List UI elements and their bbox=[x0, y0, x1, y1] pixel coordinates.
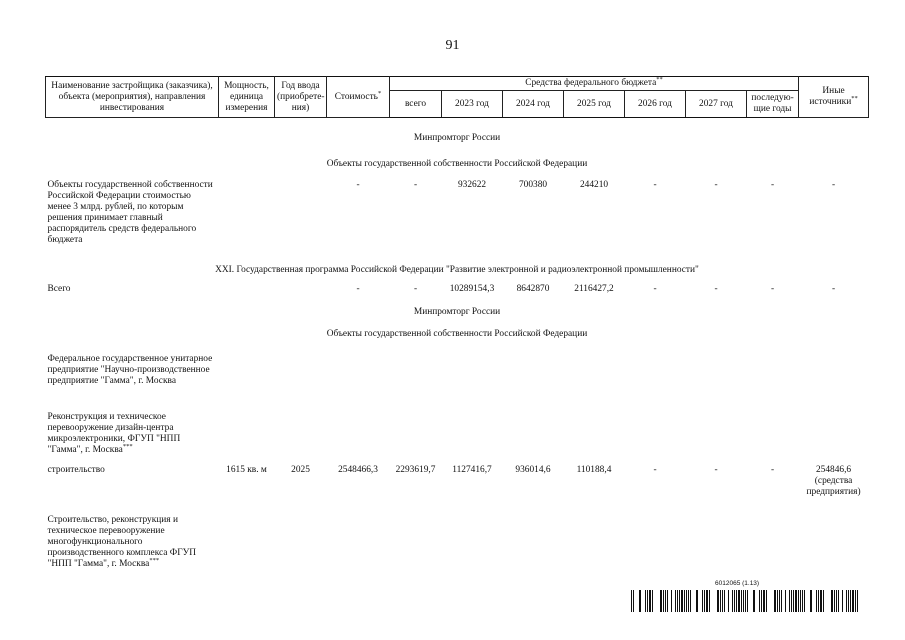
row-2024: 936014,6 bbox=[515, 464, 551, 475]
row-2027: - bbox=[714, 283, 718, 294]
row-capacity bbox=[219, 180, 275, 260]
section-row bbox=[46, 300, 869, 318]
row-2024: 8642870 bbox=[516, 283, 550, 294]
barcode bbox=[631, 580, 859, 612]
header-2027: 2027 год bbox=[686, 91, 747, 118]
page-number: 91 bbox=[445, 38, 460, 53]
header-federal-mark: ** bbox=[656, 75, 663, 83]
header-cost bbox=[327, 77, 390, 118]
row-2026: - bbox=[653, 283, 657, 294]
section-row bbox=[46, 118, 869, 144]
header-cost-mark: * bbox=[377, 89, 382, 97]
row-other: 254846,6 (средства предприятия) bbox=[806, 464, 861, 497]
row-year: 2025 bbox=[291, 464, 310, 475]
table-row bbox=[46, 412, 869, 465]
row-name: Федеральное государственное унитарное предприятие "Научно-производственное предприятие "Гамма", г. Москва bbox=[47, 353, 213, 386]
header-total: всего bbox=[390, 91, 442, 118]
row-2023: 10289154,3 bbox=[449, 283, 495, 294]
barcode-label: 6012065 (1.13) bbox=[715, 580, 760, 587]
row-2025: 110188,4 bbox=[576, 464, 612, 475]
row-capacity: 1615 кв. м bbox=[226, 464, 267, 475]
row-cost: - bbox=[356, 283, 360, 294]
row-total: 2293619,7 bbox=[395, 464, 436, 475]
section-row bbox=[46, 144, 869, 170]
header-other bbox=[799, 77, 869, 118]
row-name: Объекты государственной собственности Российской Федерации стоимостью менее 3 млрд. рублей, по которым решения принимает главный распорядитель средств федерального бюджета bbox=[47, 179, 213, 245]
header-2025: 2025 год bbox=[564, 91, 625, 118]
row-name-text: Реконструкция и техническое перевооружение дизайн-центра микроэлектроники, ФГУП "НПП "Гамма", г. Москва bbox=[47, 411, 181, 455]
header-other-mark: ** bbox=[851, 94, 858, 102]
row-2024: 700380 bbox=[518, 179, 548, 190]
row-2027: - bbox=[714, 179, 718, 190]
row-other: - bbox=[831, 179, 836, 190]
section-program: XXI. Государственная программа Российской Федерации "Развитие электронной и радиоэлектронной промышленности" bbox=[215, 264, 699, 275]
row-2026: - bbox=[653, 179, 657, 190]
row-total: - bbox=[413, 283, 418, 294]
header-capacity: Мощность, единица измерения bbox=[219, 77, 275, 118]
header-federal bbox=[390, 77, 799, 91]
header-2026: 2026 год bbox=[625, 91, 686, 118]
row-later: - bbox=[770, 283, 775, 294]
row-name-mark: *** bbox=[149, 556, 160, 564]
header-federal-label: Средства федерального бюджета bbox=[525, 78, 657, 88]
row-cost: - bbox=[356, 179, 360, 190]
row-name: Всего bbox=[47, 283, 71, 294]
row-2025: 2116427,2 bbox=[574, 283, 614, 294]
table-header bbox=[46, 77, 869, 118]
section-row bbox=[46, 260, 869, 276]
table-row bbox=[46, 354, 869, 412]
section-row bbox=[46, 318, 869, 340]
row-capacity bbox=[219, 284, 275, 300]
row-cost: 2548466,3 bbox=[338, 464, 378, 475]
header-2023: 2023 год bbox=[442, 91, 503, 118]
row-name bbox=[46, 412, 219, 465]
row-later: - bbox=[770, 464, 775, 475]
row-year bbox=[275, 284, 327, 300]
row-2025: 244210 bbox=[579, 179, 609, 190]
table-row bbox=[46, 284, 869, 300]
header-later: последую-щие годы bbox=[747, 91, 799, 118]
header-cost-label: Стоимость bbox=[334, 91, 378, 102]
table-row bbox=[46, 465, 869, 515]
table-body bbox=[46, 118, 869, 579]
table-row bbox=[46, 180, 869, 260]
row-2027: - bbox=[714, 464, 718, 475]
header-name: Наименование застройщика (заказчика), объекта (мероприятия), направления инвестирования bbox=[46, 77, 219, 118]
row-total: - bbox=[413, 179, 418, 190]
row-2026: - bbox=[653, 464, 657, 475]
header-year: Год ввода (приобрете-ния) bbox=[275, 77, 327, 118]
table-row bbox=[46, 515, 869, 579]
section-ministry: Минпромторг России bbox=[413, 306, 501, 317]
row-name-mark: *** bbox=[122, 442, 133, 450]
row-name bbox=[46, 515, 219, 579]
row-2023: 1127416,7 bbox=[452, 464, 492, 475]
section-federal-objects: Объекты государственной собственности Российской Федерации bbox=[326, 328, 588, 339]
section-ministry: Минпромторг России bbox=[413, 132, 501, 143]
section-federal-objects: Объекты государственной собственности Российской Федерации bbox=[326, 158, 588, 169]
row-2023: 932622 bbox=[457, 179, 487, 190]
row-year bbox=[275, 180, 327, 260]
federal-budget-table bbox=[45, 76, 869, 579]
header-2024: 2024 год bbox=[503, 91, 564, 118]
row-other: - bbox=[831, 283, 836, 294]
row-name: строительство bbox=[47, 464, 105, 475]
row-name-text: Строительство, реконструкция и техническое перевооружение многофункционального производственного комплекса ФГУП "НПП "Гамма", г. Москва bbox=[47, 514, 197, 569]
row-later: - bbox=[770, 179, 775, 190]
header-other-label: Иные источники bbox=[809, 86, 852, 107]
barcode-bars bbox=[631, 590, 859, 612]
